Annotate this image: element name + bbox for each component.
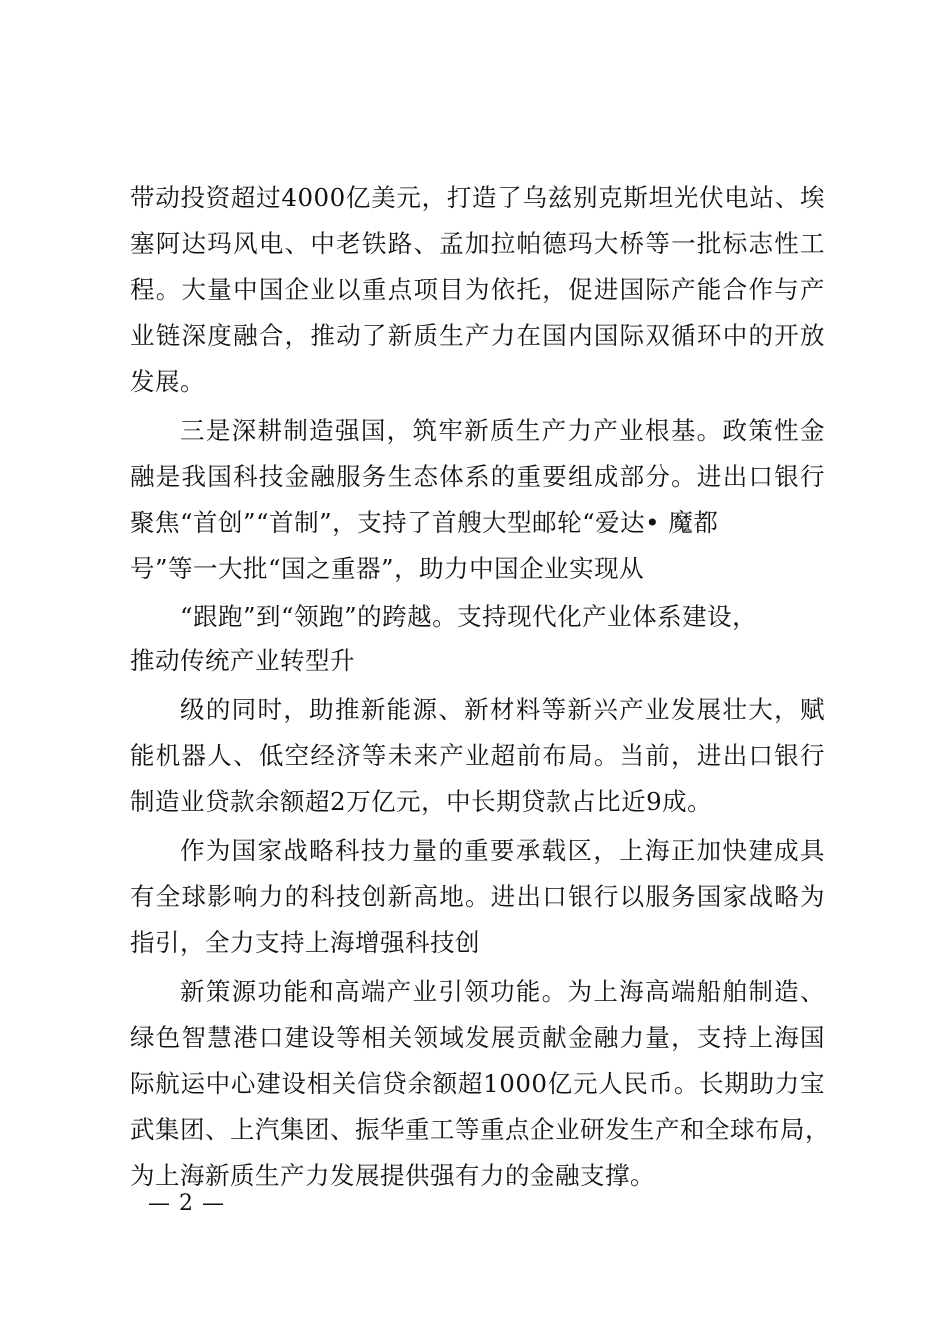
body-line: 际航运中心建设相关信贷余额超1000亿元人民币。长期助力宝: [130, 1069, 825, 1098]
body-line: 能机器人、低空经济等未来产业超前布局。当前，进出口银行: [130, 741, 825, 770]
body-line: 塞阿达玛风电、中老铁路、孟加拉帕德玛大桥等一批标志性工: [130, 229, 825, 258]
body-line: 聚焦“首创”“首制”，支持了首艘大型邮轮“爱达• 魔都: [130, 508, 719, 537]
body-line: 带动投资超过4000亿美元，打造了乌兹别克斯坦光伏电站、埃: [130, 183, 825, 212]
body-line: 号”等一大批“国之重器”，助力中国企业实现从: [130, 554, 645, 583]
body-line: 发展。: [130, 367, 205, 396]
body-line: 武集团、上汽集团、振华重工等重点企业研发生产和全球布局，: [130, 1115, 830, 1144]
page-number: — 2 —: [148, 1191, 225, 1216]
body-line: 有全球影响力的科技创新高地。进出口银行以服务国家战略为: [130, 882, 825, 911]
paragraph-first-line: 新策源功能和高端产业引领功能。为上海高端船舶制造、: [180, 977, 825, 1006]
body-line: 指引，全力支持上海增强科技创: [130, 928, 480, 957]
paragraph-first-line: 三是深耕制造强国，筑牢新质生产力产业根基。政策性金: [180, 416, 825, 445]
body-line: 制造业贷款余额超2万亿元，中长期贷款占比近9成。: [130, 787, 713, 816]
body-line: 推动传统产业转型升: [130, 646, 355, 675]
body-line: 融是我国科技金融服务生态体系的重要组成部分。进出口银行: [130, 462, 825, 491]
paragraph-first-line: “跟跑”到“领跑”的跨越。支持现代化产业体系建设，: [180, 602, 758, 631]
body-line: 绿色智慧港口建设等相关领域发展贡献金融力量，支持上海国: [130, 1023, 825, 1052]
body-line: 业链深度融合，推动了新质生产力在国内国际双循环中的开放: [130, 321, 825, 350]
body-line: 程。大量中国企业以重点项目为依托，促进国际产能合作与产: [130, 275, 825, 304]
paragraph-first-line: 级的同时，助推新能源、新材料等新兴产业发展壮大，赋: [180, 695, 825, 724]
paragraph-first-line: 作为国家战略科技力量的重要承载区，上海正加快建成具: [180, 836, 825, 865]
body-line: 为上海新质生产力发展提供强有力的金融支撑。: [130, 1161, 655, 1190]
